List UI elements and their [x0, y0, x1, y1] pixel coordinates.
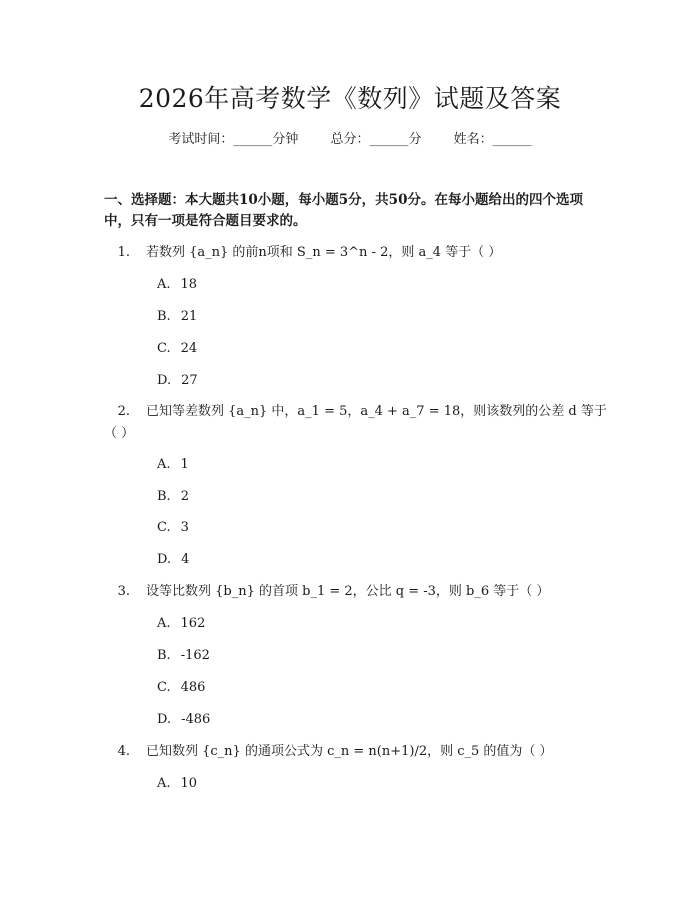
question-text: 设等比数列 {b_n} 的首项 b_1 = 2，公比 q = -3，则 b_6 等于（ ） [146, 584, 550, 599]
question-4 [104, 741, 614, 763]
option-1c [157, 340, 197, 358]
option-2b [157, 488, 189, 506]
exam-time: 考试时间：______分钟 [168, 132, 299, 147]
option-1b [157, 308, 197, 326]
option-letter: B. [157, 309, 171, 324]
question-number: 3. [117, 584, 130, 599]
option-letter: C. [157, 520, 171, 535]
option-2c [157, 519, 189, 537]
exam-score: 总分：______分 [330, 132, 422, 147]
question-1 [104, 242, 614, 264]
question-text: 已知数列 {c_n} 的通项公式为 c_n = n(n+1)/2，则 c_5 的值为（ ） [146, 744, 553, 759]
option-value: -486 [181, 712, 211, 727]
exam-meta [0, 131, 700, 149]
question-2 [104, 401, 614, 445]
option-3a [157, 615, 205, 633]
question-number: 4. [117, 744, 130, 759]
option-value: 21 [180, 309, 198, 324]
section-heading: 一、选择题：本大题共10小题，每小题5分，共50分。在每小题给出的四个选项中，只有一项是符合题目要求的。 [104, 192, 583, 229]
option-3c [157, 679, 205, 697]
option-letter: C. [157, 680, 171, 695]
option-3d [157, 711, 210, 729]
option-1a [157, 276, 197, 294]
option-letter: D. [157, 552, 172, 567]
option-value: 486 [180, 680, 206, 695]
option-value: 2 [180, 489, 189, 504]
question-3 [104, 581, 614, 603]
question-number: 1. [117, 245, 130, 260]
option-letter: A. [157, 277, 171, 292]
option-3b [157, 647, 210, 665]
option-value: 18 [180, 277, 198, 292]
option-value: 1 [180, 457, 189, 472]
question-text: 若数列 {a_n} 的前n项和 S_n = 3^n - 2，则 a_4 等于（ ） [146, 245, 502, 260]
option-letter: D. [157, 712, 172, 727]
option-value: -162 [180, 648, 210, 663]
option-2a [157, 456, 189, 474]
option-letter: A. [157, 776, 171, 791]
option-value: 162 [180, 616, 206, 631]
option-2d [157, 551, 189, 569]
option-letter: A. [157, 616, 171, 631]
option-letter: A. [157, 457, 171, 472]
option-letter: B. [157, 648, 171, 663]
option-value: 27 [181, 373, 198, 388]
exam-name: 姓名：______ [453, 132, 532, 147]
option-value: 10 [180, 776, 198, 791]
option-1d [157, 372, 198, 390]
option-letter: B. [157, 489, 171, 504]
option-letter: C. [157, 341, 171, 356]
question-number: 2. [117, 404, 130, 419]
option-value: 3 [180, 520, 189, 535]
question-text: 已知等差数列 {a_n} 中，a_1 = 5，a_4 + a_7 = 18，则该数列的公差 d 等于（ ） [104, 404, 607, 441]
option-4a [157, 775, 197, 793]
page-title: 2026年高考数学《数列》试题及答案 [138, 84, 562, 113]
option-letter: D. [157, 373, 172, 388]
option-value: 24 [180, 341, 198, 356]
option-value: 4 [181, 552, 190, 567]
